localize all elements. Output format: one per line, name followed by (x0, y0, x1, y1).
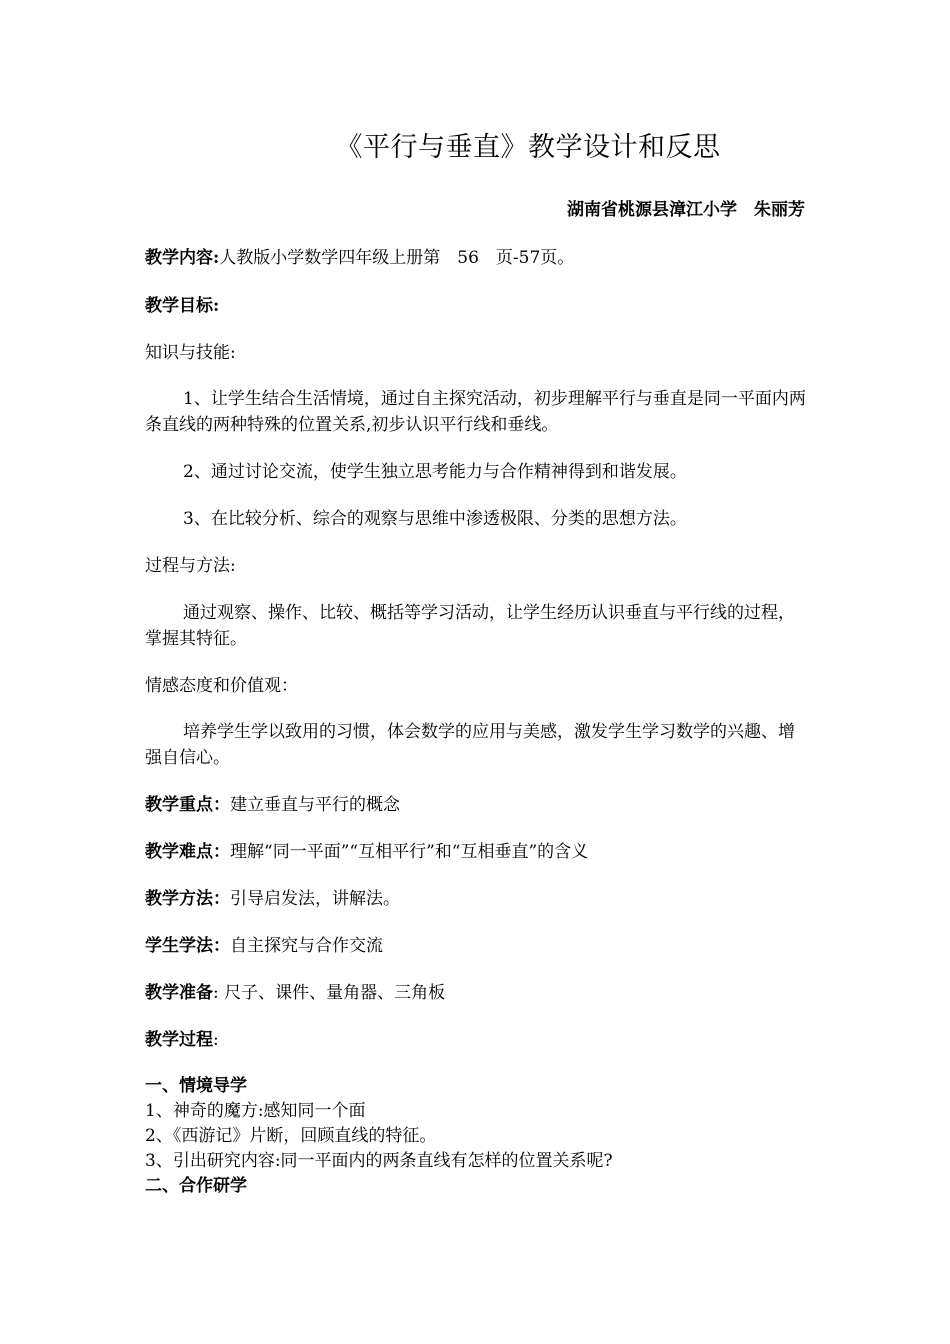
study-method-label: 学生学法： (145, 936, 230, 956)
teaching-process-heading: 教学过程: (145, 1030, 219, 1050)
teaching-content-label: 教学内容: (145, 248, 220, 268)
teaching-method-text: 引导启发法，讲解法。 (230, 889, 400, 909)
process-method-heading: 过程与方法: (145, 556, 236, 576)
key-point-label: 教学重点： (145, 795, 230, 815)
teaching-goals-label: 教学目标: (145, 296, 220, 316)
emotion-heading: 情感态度和价值观： (145, 676, 298, 696)
list-item: 2、《西游记》片断，回顾直线的特征。 (145, 1126, 437, 1146)
knowledge-item-3: 3、在比较分析、综合的观察与思维中渗透极限、分类的思想方法。 (183, 509, 687, 529)
teaching-content (145, 245, 807, 271)
study-method (145, 933, 807, 959)
teaching-prep-text: : 尺子、课件、量角器、三角板 (213, 983, 446, 1003)
teaching-prep (145, 980, 807, 1006)
difficulty (145, 839, 807, 865)
key-point (145, 792, 807, 818)
teaching-method (145, 886, 807, 912)
section-heading-1: 一、情境导学 (145, 1076, 247, 1096)
teaching-prep-label: 教学准备 (145, 983, 213, 1003)
author-line: 湖南省桃源县漳江小学 朱丽芳 (567, 200, 805, 220)
list-item: 3、引出研究内容:同一平面内的两条直线有怎样的位置关系呢? (145, 1151, 613, 1171)
key-point-text: 建立垂直与平行的概念 (230, 795, 400, 815)
teaching-content-text: 人教版小学数学四年级上册第 56 页-57页。 (219, 248, 575, 268)
knowledge-item-1: 1、让学生结合生活情境，通过自主探究活动，初步理解平行与垂直是同一平面内两条直线的两种特殊的位置关系,初步认识平行线和垂线。 (145, 389, 806, 435)
difficulty-text: 理解“同一平面”“互相平行”和“互相垂直”的含义 (230, 842, 589, 862)
section-heading-2: 二、合作研学 (145, 1176, 247, 1196)
title-container (145, 128, 805, 168)
process-method-text: 通过观察、操作、比较、概括等学习活动，让学生经历认识垂直与平行线的过程，掌握其特征。 (145, 603, 795, 649)
emotion-text: 培养学生学以致用的习惯，体会数学的应用与美感，激发学生学习数学的兴趣、增强自信心。 (145, 722, 795, 768)
teaching-process-list (145, 1074, 807, 1199)
knowledge-heading: 知识与技能: (145, 343, 236, 363)
document-title: 《平行与垂直》教学设计和反思 (335, 132, 721, 163)
difficulty-label: 教学难点： (145, 842, 230, 862)
study-method-text: 自主探究与合作交流 (230, 936, 383, 956)
knowledge-item-2: 2、通过讨论交流，使学生独立思考能力与合作精神得到和谐发展。 (183, 462, 687, 482)
teaching-method-label: 教学方法： (145, 889, 230, 909)
list-item: 1、神奇的魔方:感知同一个面 (145, 1101, 366, 1121)
